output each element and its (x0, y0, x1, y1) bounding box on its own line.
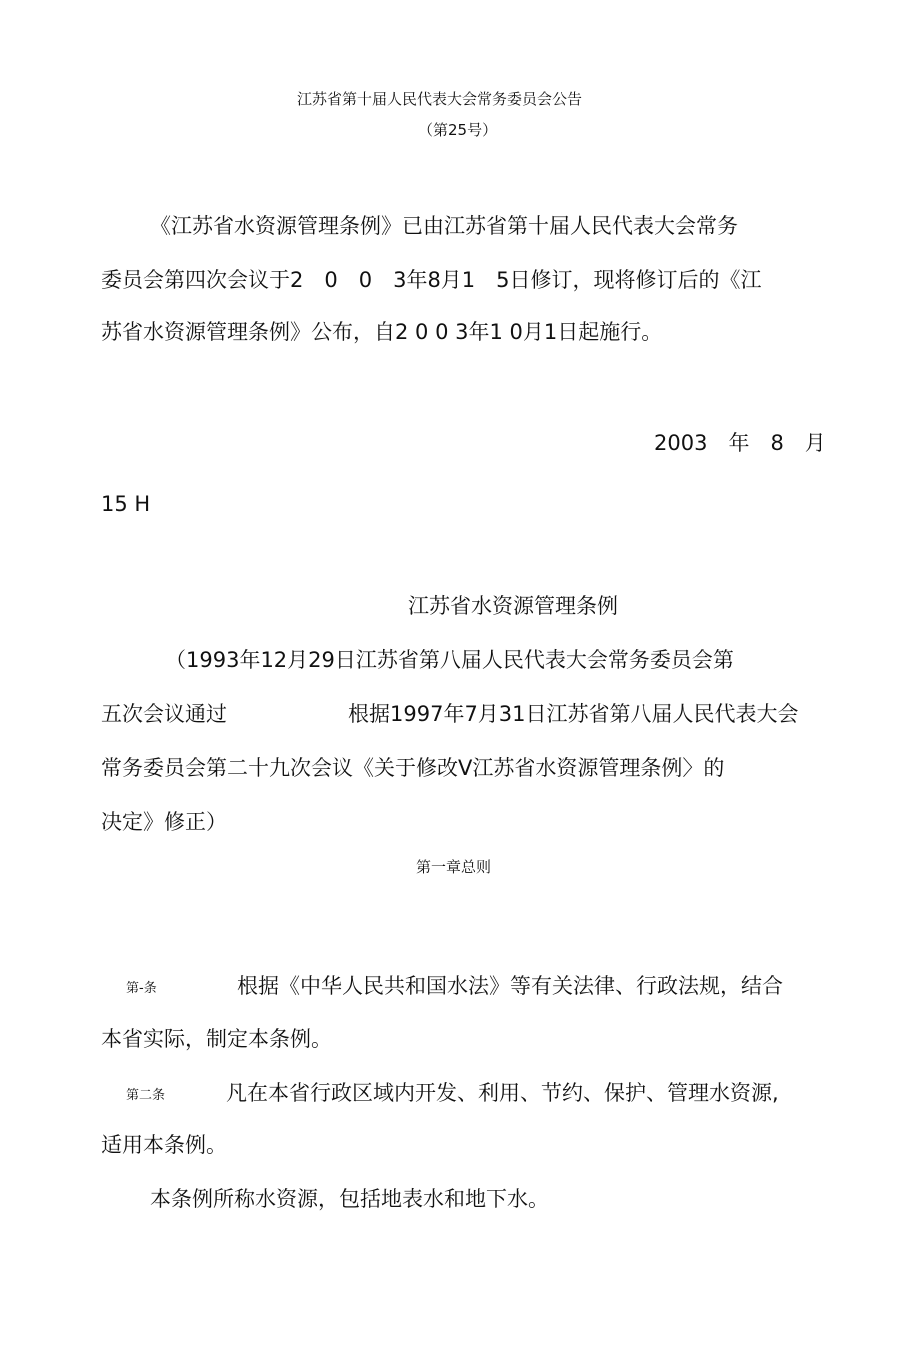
announcement-title: 江苏省第十届人民代表大会常务委员会公告 (297, 90, 583, 108)
article-2-label: 第二条 (126, 1088, 166, 1103)
notice-line-2: 委员会第四次会议于2 0 0 3年8月1 5日修订，现将修订后的《江 (101, 268, 762, 292)
article-2-line-3: 本条例所称水资源，包括地表水和地下水。 (150, 1187, 549, 1211)
notice-date: 2003 年 8 月 (654, 431, 826, 455)
history-line-2a: 五次会议通过 (101, 702, 227, 726)
notice-line-3: 苏省水资源管理条例》公布，自2 0 0 3年1 0月1日起施行。 (101, 320, 663, 344)
notice-date-day: 15 H (101, 492, 151, 516)
article-2-line-2: 适用本条例。 (101, 1133, 227, 1157)
announcement-number: （第25号） (418, 121, 498, 139)
article-1-label: 第-条 (126, 981, 157, 996)
regulation-title: 江苏省水资源管理条例 (408, 594, 618, 618)
article-1-line-1: 根据《中华人民共和国水法》等有关法律、行政法规，结合 (237, 974, 783, 998)
history-line-2b: 根据1997年7月31日江苏省第八届人民代表大会 (348, 702, 799, 726)
history-line-3: 常务委员会第二十九次会议《关于修改V江苏省水资源管理条例〉的 (101, 756, 725, 780)
notice-line-1: 《江苏省水资源管理条例》已由江苏省第十届人民代表大会常务 (150, 214, 738, 238)
article-1-line-2: 本省实际，制定本条例。 (101, 1027, 332, 1051)
chapter-1-title: 第一章总则 (416, 858, 492, 876)
article-2-line-1: 凡在本省行政区域内开发、利用、节约、保护、管理水资源, (226, 1081, 779, 1105)
history-line-4: 决定》修正） (101, 810, 227, 834)
history-line-1: （1993年12月29日江苏省第八届人民代表大会常务委员会第 (165, 648, 734, 672)
